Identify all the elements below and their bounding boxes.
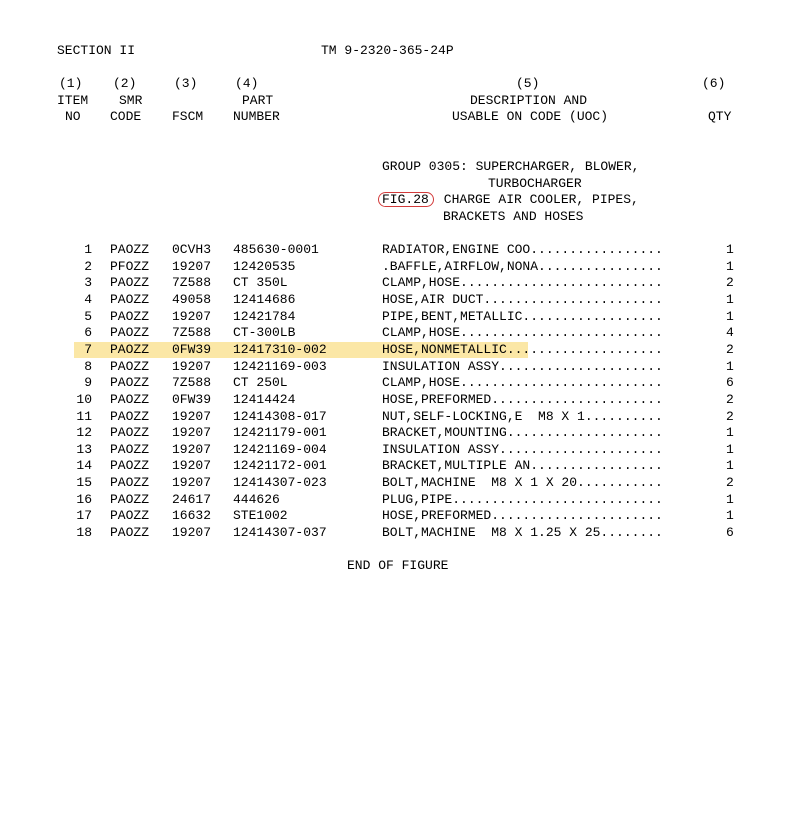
table-row [0,342,807,358]
smr-code: PAOZZ [110,292,150,307]
fscm-code: 19207 [172,475,212,490]
item-number: 4 [84,292,92,307]
smr-code: PAOZZ [110,275,150,290]
part-number: CT 350L [233,275,288,290]
item-number: 15 [76,475,92,490]
quantity: 1 [726,492,734,507]
part-description: INSULATION ASSY..................... [382,359,663,374]
item-number: 18 [76,525,92,540]
smr-code: PAOZZ [110,392,150,407]
col4-label-2: NUMBER [233,109,280,124]
part-description: .BAFFLE,AIRFLOW,NONA................ [382,259,663,274]
quantity: 2 [726,392,734,407]
figure-label: FIG.28 [382,192,429,207]
col6-label-2: QTY [708,109,732,124]
part-number: 12421172-001 [233,458,327,473]
table-row [0,325,807,341]
smr-code: PAOZZ [110,359,150,374]
item-number: 10 [76,392,92,407]
quantity: 1 [726,508,734,523]
item-number: 16 [76,492,92,507]
part-number: 12420535 [233,259,296,274]
smr-code: PAOZZ [110,458,150,473]
col4-number: (4) [235,76,259,91]
table-row [0,275,807,291]
end-of-figure: END OF FIGURE [347,558,449,573]
fscm-code: 7Z588 [172,275,212,290]
col2-label-2: CODE [110,109,142,124]
part-number: 12421169-004 [233,442,327,457]
smr-code: PAOZZ [110,425,150,440]
quantity: 1 [726,442,734,457]
quantity: 1 [726,309,734,324]
part-description: CLAMP,HOSE.......................... [382,375,663,390]
fscm-code: 19207 [172,458,212,473]
col5-label-2: USABLE ON CODE (UOC) [452,109,609,124]
part-number: 12421169-003 [233,359,327,374]
part-number: 12414424 [233,392,296,407]
smr-code: PAOZZ [110,409,150,424]
col5-number: (5) [516,76,540,91]
fscm-code: 19207 [172,359,212,374]
item-number: 3 [84,275,92,290]
table-row [0,442,807,458]
quantity: 1 [726,425,734,440]
part-number: STE1002 [233,508,288,523]
smr-code: PAOZZ [110,309,150,324]
section-label: SECTION II [57,43,136,58]
table-row [0,458,807,474]
item-number: 2 [84,259,92,274]
smr-code: PAOZZ [110,342,150,357]
part-number: 12421784 [233,309,296,324]
col2-label-1: SMR [119,93,143,108]
quantity: 4 [726,325,734,340]
part-description: RADIATOR,ENGINE COO................. [382,242,663,257]
col1-number: (1) [59,76,83,91]
part-description: HOSE,AIR DUCT....................... [382,292,663,307]
table-row [0,492,807,508]
quantity: 1 [726,259,734,274]
fscm-code: 24617 [172,492,212,507]
fscm-code: 0CVH3 [172,242,212,257]
item-number: 12 [76,425,92,440]
item-number: 1 [84,242,92,257]
table-row [0,392,807,408]
table-row [0,508,807,524]
col2-number: (2) [113,76,137,91]
table-row [0,309,807,325]
item-number: 6 [84,325,92,340]
smr-code: PAOZZ [110,508,150,523]
quantity: 2 [726,475,734,490]
item-number: 11 [76,409,92,424]
part-description: BRACKET,MULTIPLE AN................. [382,458,663,473]
table-row [0,242,807,258]
part-description: CLAMP,HOSE.......................... [382,325,663,340]
figure-title-line1: CHARGE AIR COOLER, PIPES, [436,192,639,207]
quantity: 6 [726,525,734,540]
quantity: 1 [726,458,734,473]
part-description: NUT,SELF-LOCKING,E M8 X 1.......... [382,409,663,424]
fscm-code: 19207 [172,259,212,274]
col1-label-2: NO [65,109,81,124]
smr-code: PAOZZ [110,325,150,340]
part-number: CT-300LB [233,325,296,340]
group-title-line1: GROUP 0305: SUPERCHARGER, BLOWER, [382,159,640,174]
smr-code: PAOZZ [110,525,150,540]
part-number: 12414307-037 [233,525,327,540]
part-number: 12421179-001 [233,425,327,440]
item-number: 17 [76,508,92,523]
part-description: BRACKET,MOUNTING.................... [382,425,663,440]
part-description: HOSE,PREFORMED...................... [382,392,663,407]
part-number: 444626 [233,492,280,507]
quantity: 2 [726,342,734,357]
quantity: 1 [726,359,734,374]
part-description: BOLT,MACHINE M8 X 1.25 X 25........ [382,525,663,540]
col1-label-1: ITEM [57,93,89,108]
fscm-code: 0FW39 [172,342,212,357]
part-number: 485630-0001 [233,242,319,257]
smr-code: PAOZZ [110,442,150,457]
fscm-code: 7Z588 [172,375,212,390]
smr-code: PAOZZ [110,375,150,390]
group-title-line2: TURBOCHARGER [488,176,582,191]
table-row [0,425,807,441]
part-number: 12414686 [233,292,296,307]
fscm-code: 19207 [172,425,212,440]
table-row [0,525,807,541]
item-number: 5 [84,309,92,324]
table-row [0,409,807,425]
col3-label-2: FSCM [172,109,204,124]
col5-label-1: DESCRIPTION AND [470,93,588,108]
smr-code: PAOZZ [110,242,150,257]
quantity: 1 [726,242,734,257]
smr-code: PAOZZ [110,492,150,507]
fscm-code: 19207 [172,442,212,457]
smr-code: PAOZZ [110,475,150,490]
part-number: 12414308-017 [233,409,327,424]
part-description: CLAMP,HOSE.......................... [382,275,663,290]
fscm-code: 19207 [172,409,212,424]
table-row [0,259,807,275]
item-number: 8 [84,359,92,374]
part-description: PLUG,PIPE........................... [382,492,663,507]
figure-title-line2: BRACKETS AND HOSES [443,209,584,224]
fscm-code: 19207 [172,309,212,324]
part-description: INSULATION ASSY..................... [382,442,663,457]
fscm-code: 16632 [172,508,212,523]
part-description: BOLT,MACHINE M8 X 1 X 20........... [382,475,663,490]
col6-number: (6) [702,76,726,91]
smr-code: PFOZZ [110,259,150,274]
tm-number: TM 9-2320-365-24P [321,43,454,58]
part-number: CT 250L [233,375,288,390]
item-number: 14 [76,458,92,473]
item-number: 9 [84,375,92,390]
table-row [0,292,807,308]
fscm-code: 49058 [172,292,212,307]
quantity: 2 [726,409,734,424]
quantity: 2 [726,275,734,290]
quantity: 1 [726,292,734,307]
table-row [0,359,807,375]
table-row [0,375,807,391]
quantity: 6 [726,375,734,390]
part-number: 12417310-002 [233,342,327,357]
fscm-code: 0FW39 [172,392,212,407]
col3-number: (3) [174,76,198,91]
item-number: 13 [76,442,92,457]
fscm-code: 19207 [172,525,212,540]
table-row [0,475,807,491]
part-description: HOSE,PREFORMED...................... [382,508,663,523]
part-description: PIPE,BENT,METALLIC.................. [382,309,663,324]
part-number: 12414307-023 [233,475,327,490]
part-description: HOSE,NONMETALLIC.................... [382,342,663,357]
col4-label-1: PART [242,93,274,108]
fscm-code: 7Z588 [172,325,212,340]
item-number: 7 [84,342,92,357]
